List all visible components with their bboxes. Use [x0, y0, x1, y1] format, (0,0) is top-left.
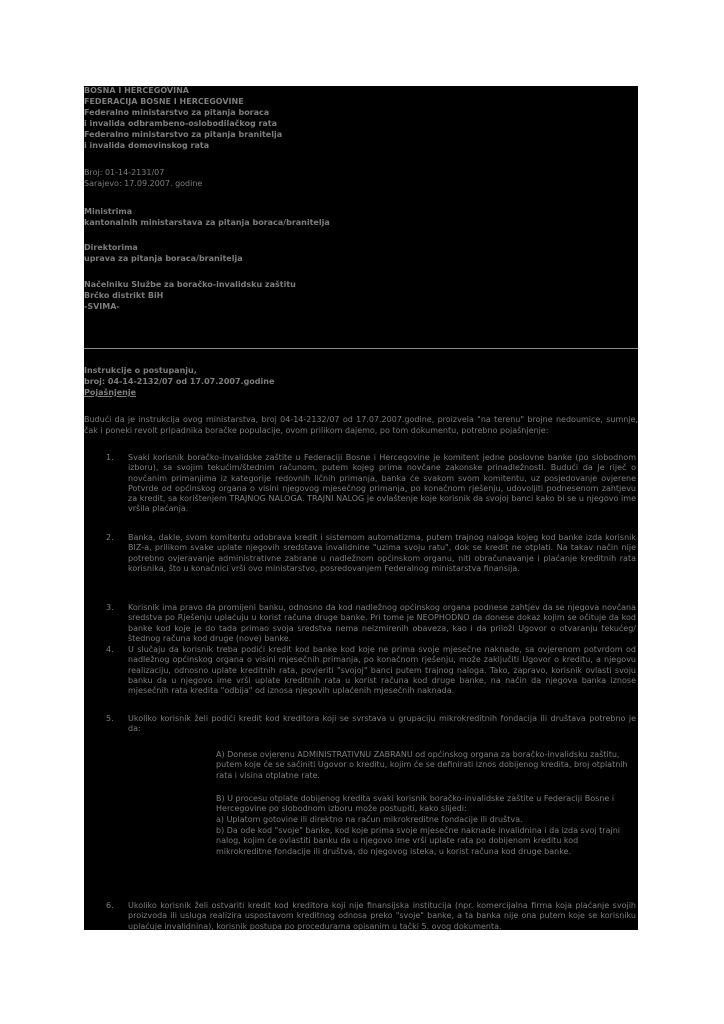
- reference-number: Broj: 01-14-2131/07: [84, 168, 165, 177]
- item-number-4: 4.: [106, 645, 114, 654]
- header-ministry-2: Federalno ministarstvo za pitanja branitelja: [84, 130, 283, 139]
- item-number-1: 1.: [106, 453, 114, 462]
- subject-line-1: Instrukcije o postupanju,: [84, 366, 197, 375]
- header-country: BOSNA I HERCEGOVINA: [84, 86, 189, 95]
- addressee-chief: Načelniku Službe za boračko-invalidsku zaštitu: [84, 280, 296, 289]
- subject-line-3: Pojašnjenje: [84, 388, 136, 397]
- header-ministry-1-cont: i invalida odbrambeno-oslobodilačkog rata: [84, 119, 278, 128]
- intro-paragraph: Budući da je instrukcija ovog ministarstva, broj 04-14-2132/07 od 17.07.2007.godine, proizvela "na terenu" brojne nedoumice, sumnje, čak i poneki revolt pripadnika boračke populacije, ovom prilikom dajemo, po tom dokumentu, potrebno pojašnjenje:: [84, 415, 638, 435]
- section-divider: [84, 348, 638, 349]
- item-5-option-b-a: a) Uplatom gotovine ili direktno na račun mikrokreditne fondacije ili društva.: [216, 815, 523, 824]
- item-number-6: 6.: [106, 901, 114, 910]
- item-text-4: U slučaju da korisnik treba podići kredit kod banke kod koje ne prima svoje mjesečne naknade, sa ovjerenom potvrdom od nadležnog općinskog organa o visini mjesečnih primanja, po konačnom rješenju, može zaključiti Ugovor o kreditu, a njegovu realizaciju, odnosno uplate kreditnih rata, povjeriti "svojoj" banci putem trajnog naloga. Tako, zapravo, korisnik ovlasti svoju banku da u njegovo ime vrši uplate kreditnih rata u korist računa kod druge banke, na način da njegova banka iznose mjesečnih rata kredita "odbija" od iznosa njegovih uplaćenih mjesečnih naknada.: [128, 645, 636, 696]
- item-5-option-b: B) U procesu otplate dobijenog kredita svaki korisnik boračko-invalidske zaštite u Federaciji Bosne i Hercegovine po slobodnom izboru može postupiti, kako slijedi:: [216, 794, 615, 814]
- header-ministry-1: Federalno ministarstvo za pitanja boraca: [84, 108, 270, 117]
- addressee-brcko: Brčko distrikt BiH: [84, 291, 164, 300]
- item-text-5: Ukoliko korisnik želi podići kredit kod kreditora koji se svrstava u grupaciju mikrokreditnih fondacija ili društava potrebno je da:: [128, 714, 636, 734]
- item-text-1: Svaki korisnik boračko-invalidske zaštite u Federaciji Bosne i Hercegovine je komitent jedne poslovne banke (po slobodnom izboru), sa svojim tekućim/štednim računom, putem kojeg prima novčane zakonske prinadležnosti. Budući da je riječ o novčanim primanjima iz kategorije redovnih ličnih primanja, banka će svakom svom komitentu, uz posjedovanje ovjerene Potvrde od općinskog organa o visini njegovog mjesečnog primanja, po konačnom rješenju, udovoljiti podnesenom zahtjevu za kredit, sa korištenjem TRAJNOG NALOGA. TRAJNI NALOG je ovlaštenje koje korisnik da svojoj banci kako bi se u njegovo ime vršila plaćanja.: [128, 453, 636, 514]
- item-text-3: Korisnik ima pravo da promijeni banku, odnosno da kod nadležnog općinskog organa podnese zahtjev da se njegova novčana sredstva po Rješenju uplaćuju u korist računa druge banke. Pri tome je NEOPHODNO da donese dokaz kojim se očituje da kod banke kod koje je do tada primao svoja sredstva nema neizmirenih obaveza, kao i da priloži Ugovor o otvaranju tekućeg/štednog računa kod druge (nove) banke.: [128, 603, 636, 643]
- item-number-5: 5.: [106, 714, 114, 723]
- header-federation: FEDERACIJA BOSNE I HERCEGOVINE: [84, 97, 244, 106]
- item-text-2: Banka, dakle, svom komitentu odobrava kredit i sistemom automatizma, putem trajnog naloga kojeg kod banke izda korisnik BIZ-a, prilikom svake uplate njegovih sredstava invalidnine "uzima svoju ratu", dok se kredit ne otplati. Na takav način nije potrebno ovjeravanje administrativne zabrane u nadležnom općinskom organu, niti obračunavanje i plaćanje kreditnih rata korisnika, što u konačnici vrši ovo ministarstvo, posredovanjem Federalnog ministarstva finansija.: [128, 533, 636, 573]
- addressee-directors: Direktorima: [84, 243, 138, 252]
- item-text-6: Ukoliko korisnik želi ostvariti kredit kod kreditora koji nije finansijska institucija (npr. komercijalna firma koja plaćanje svojih proizvoda ili usluga realizira uspostavom kreditnog odnosa preko "svoje" banke, a ta banka nije ona putem koje se korisniku uplaćuje invalidnina), korisnik postupa po procedurama opisanim u tački 5. ovog dokumenta.: [128, 901, 636, 931]
- item-number-2: 2.: [106, 533, 114, 542]
- reference-date: Sarajevo: 17.09.2007. godine: [84, 179, 203, 188]
- addressee-all: -SVIMA-: [84, 302, 120, 311]
- header-ministry-2-cont: i invalida domovinskog rata: [84, 141, 210, 150]
- addressee-ministers-detail: kantonalnih ministarstava za pitanja boraca/branitelja: [84, 218, 330, 227]
- document-page: [84, 86, 638, 930]
- subject-line-2: broj: 04-14-2132/07 od 17.07.2007.godine: [84, 377, 275, 386]
- addressee-directors-detail: uprava za pitanja boraca/branitelja: [84, 254, 243, 263]
- addressee-ministers: Ministrima: [84, 207, 133, 216]
- item-number-3: 3.: [106, 603, 114, 612]
- item-5-option-b-b: b) Da ode kod "svoje" banke, kod koje prima svoje mjesečne naknade invalidnina i da izda svoj trajni nalog, kojim će ovlastiti banku da u njegovo ime vrši uplate rata po dobijenom kreditu kod mikrokreditne fondacije ili društva, do njegovog isteka, u korist računa kod druge banke.: [216, 826, 620, 856]
- item-5-option-a: A) Donese ovjerenu ADMINISTRATIVNU ZABRANU od općinskog organa za boračko-invalidsku zaštitu, putem koje će se sačiniti Ugovor o kreditu, kojim će se definirati iznos dobijenog kredita, broj otplatnih rata i visina otplatne rate.: [216, 750, 628, 780]
